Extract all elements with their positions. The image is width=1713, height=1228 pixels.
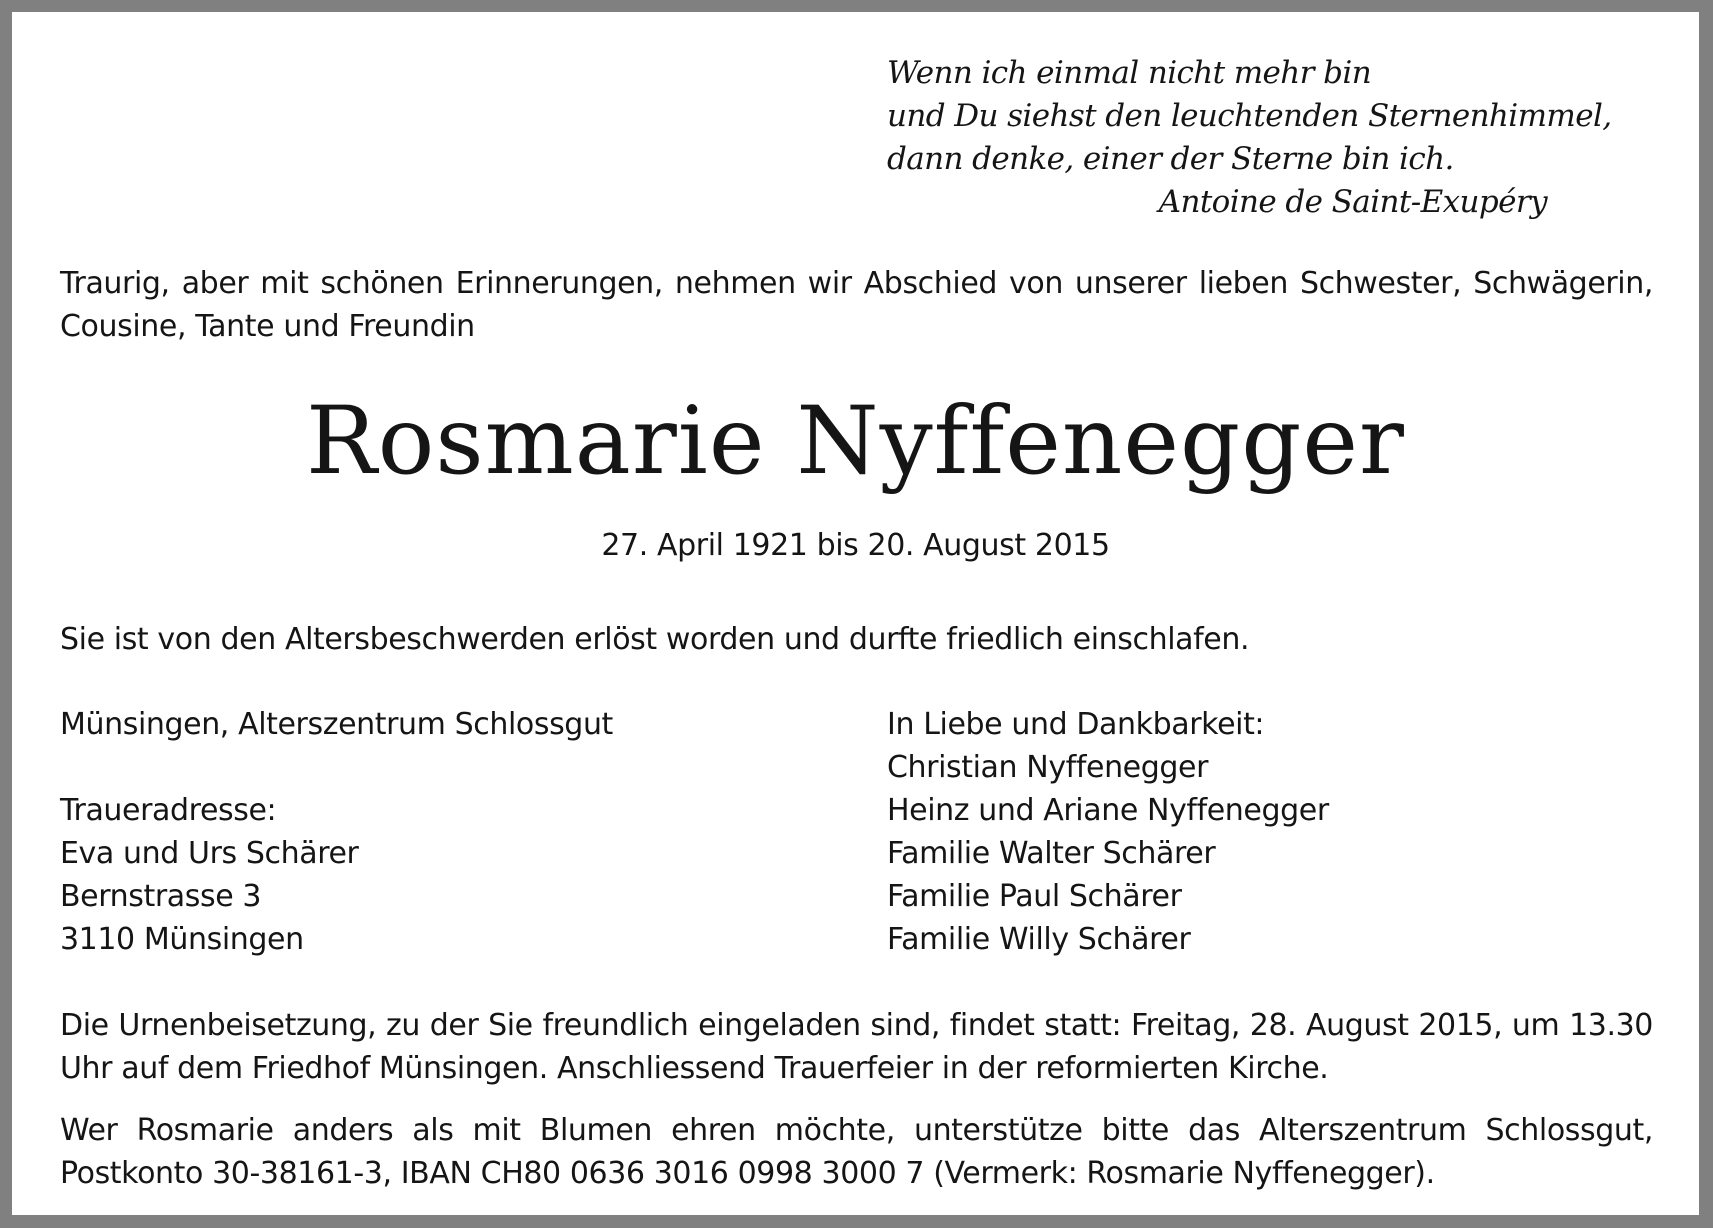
- intro-text: Traurig, aber mit schönen Erinnerungen, nehmen wir Abschied von unserer lieben Schwester, Schwägerin, Cousine, Tante und Freundin: [60, 266, 1653, 344]
- donation-text: Wer Rosmarie anders als mit Blumen ehren möchte, unterstütze bitte das Alterszentrum Schlossgut, Postkonto 30-38161-3, IBAN CH80 0636 3016 0998 3000 7 (Vermerk: Rosmarie Nyffenegger).: [60, 1113, 1653, 1191]
- mourning-address-line: Eva und Urs Schärer: [60, 836, 359, 871]
- mourner-name: Heinz und Ariane Nyffenegger: [887, 793, 1329, 828]
- epigraph-quote: [887, 52, 1612, 224]
- mourner-name: Familie Willy Schärer: [887, 922, 1191, 957]
- mourning-address-label: Traueradresse:: [60, 793, 277, 828]
- mourning-address-line: 3110 Münsingen: [60, 922, 304, 957]
- passing-note: Sie ist von den Altersbeschwerden erlöst worden und durfte friedlich einschlafen.: [60, 622, 1250, 657]
- mourner-name: Familie Walter Schärer: [887, 836, 1216, 871]
- mourning-address-line: Bernstrasse 3: [60, 879, 262, 914]
- mourner-name: Christian Nyffenegger: [887, 750, 1209, 785]
- mourners-list: [887, 703, 1329, 961]
- quote-line: und Du siehst den leuchtenden Sternenhimmel,: [887, 98, 1612, 134]
- mourner-name: Familie Paul Schärer: [887, 879, 1182, 914]
- place-line: Münsingen, Alterszentrum Schlossgut: [60, 707, 613, 742]
- mourning-address: [60, 789, 359, 961]
- quote-line: Wenn ich einmal nicht mehr bin: [887, 55, 1372, 91]
- obituary-notice: [12, 12, 1699, 1215]
- quote-line: dann denke, einer der Sterne bin ich.: [887, 141, 1454, 177]
- ceremony-text: Die Urnenbeisetzung, zu der Sie freundlich eingeladen sind, findet statt: Freitag, 28. August 2015, um 13.30 Uhr auf dem Friedhof Münsingen. Anschliessend Trauerfeier in der reformierten Kirche.: [60, 1008, 1653, 1086]
- mourners-heading: In Liebe und Dankbarkeit:: [887, 707, 1265, 742]
- quote-author: Antoine de Saint-Exupéry: [1158, 184, 1547, 220]
- deceased-name: Rosmarie Nyffenegger: [306, 387, 1405, 496]
- life-dates: 27. April 1921 bis 20. August 2015: [601, 528, 1110, 563]
